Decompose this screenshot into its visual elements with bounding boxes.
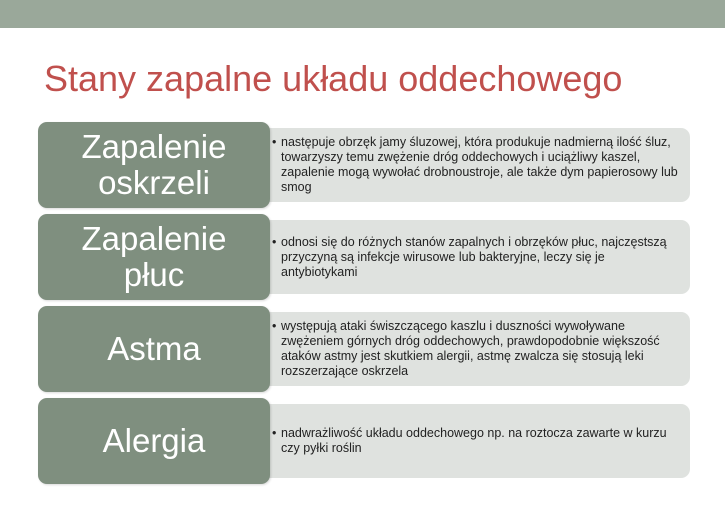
top-band (0, 0, 725, 28)
bullet-icon: • (272, 234, 277, 249)
description-text: występują ataki świszczącego kaszlu i duszności wywoływane zwężeniem górnych dróg oddechowych, prawdopodobnie większość ataków astmy jest skutkiem alergii, astmę zwalcza się stosują leki rozszerzające oskrzela (281, 319, 660, 378)
bullet-icon: • (272, 135, 277, 149)
list-item (0, 214, 725, 300)
label-box (38, 214, 270, 300)
item-label: Alergia (102, 422, 206, 459)
slide-title: Stany zapalne układu oddechowego (44, 58, 623, 99)
item-label: Zapalenie płuc (81, 220, 227, 293)
description-box (258, 220, 690, 294)
description-box (258, 128, 690, 202)
item-label: Astma (107, 330, 201, 367)
bullet-icon: • (272, 426, 277, 440)
label-box (38, 398, 270, 484)
description-text: odnosi się do różnych stanów zapalnych i obrzęków płuc, najczęstszą przyczyną są infekcje wirusowe lub bakteryjne, leczy się je antybiotykami (281, 234, 667, 279)
bullet-icon: • (272, 319, 277, 333)
label-box (38, 306, 270, 392)
description-text: nadwrażliwość układu oddechowego np. na roztocza zawarte w kurzu czy pyłki roślin (281, 426, 667, 455)
list-item (0, 398, 725, 484)
label-box (38, 122, 270, 208)
list-item (0, 306, 725, 392)
description-text: następuje obrzęk jamy śluzowej, która produkuje nadmierną ilość śluz, towarzyszy temu zwężenie dróg oddechowych i uciążliwy kaszel, zapalenie mogą wywołać drobnoustroje, ale także dym papierosowy lub smog (281, 135, 678, 194)
description-box (258, 404, 690, 478)
description-box (258, 312, 690, 386)
list-item (0, 122, 725, 208)
item-label: Zapalenie oskrzeli (81, 128, 227, 201)
